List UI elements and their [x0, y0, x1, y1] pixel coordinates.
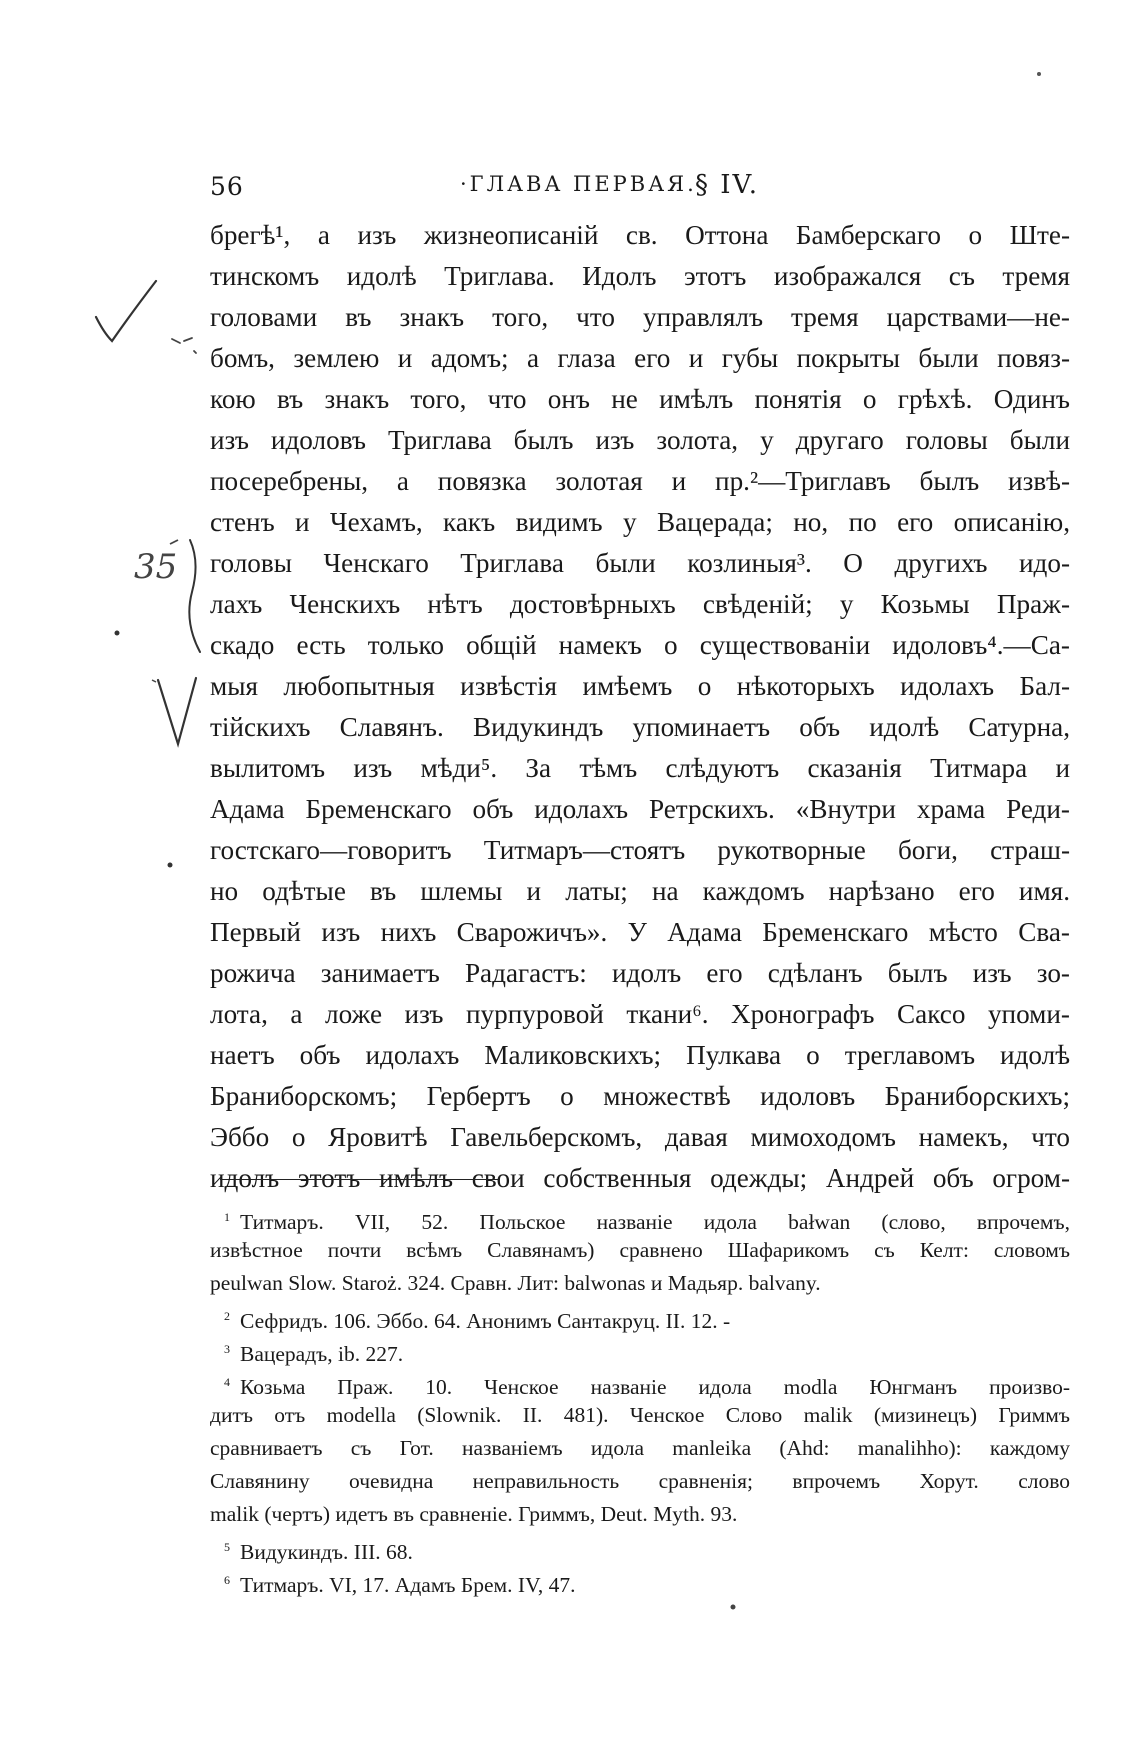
footnote-number: 1 — [224, 1210, 230, 1224]
footnote-line: Титмаръ. VII, 52. Польское названіе идола bałwan (слово, впрочемъ, — [240, 1210, 1070, 1235]
text-line: стенъ и Чехамъ, какъ видимъ у Вацерада; но, по его описанію, — [210, 507, 1070, 537]
page-number: 56 — [210, 172, 244, 201]
footnote-number: 4 — [224, 1375, 230, 1389]
text-line: Первый изъ нихъ Сварожичъ». У Адама Бременскаго мѣсто Сва- — [210, 917, 1070, 947]
footnote-number: 6 — [224, 1573, 230, 1587]
text-line: гостскаго—говоритъ Титмаръ—стоятъ рукотворные боги, страш- — [210, 835, 1070, 865]
text-line: но одѣтые въ шлемы и латы; на каждомъ нарѣзано его имя. — [210, 876, 1070, 906]
footnote-1 — [210, 1201, 1070, 1234]
footnote-line: Титмаръ. VI, 17. Адамъ Брем. IV, 47. — [240, 1573, 576, 1598]
footnote-line: Сефридъ. 106. Эббо. 64. Анонимъ Сантакруц. II. 12. - — [240, 1309, 731, 1334]
pencil-checkmark — [90, 275, 200, 355]
footnote-line: peulwan Slow. Staroż. 324. Сравн. Лит: balwonas и Мадьяр. balvany. — [210, 1271, 821, 1295]
pencil-numeral-mark — [130, 522, 220, 662]
text-line: мыя любопытныя извѣстія имѣемъ о нѣкоторыхъ идолахъ Бал- — [210, 671, 1070, 701]
footnote-line: Вацерадъ, ib. 227. — [240, 1342, 404, 1367]
footnote-line: malik (чертъ) идетъ въ сравненіе. Гриммъ, Deut. Myth. 93. — [210, 1502, 738, 1526]
footnote-line: дитъ отъ modella (Slownik. II. 481). Ченское Слово malik (мизинецъ) Гриммъ — [210, 1403, 1070, 1427]
text-line: головы Ченскаго Триглава были козлиныя³. О другихъ идо- — [210, 548, 1070, 578]
footnote-5 — [210, 1531, 1070, 1564]
footnote-number: 2 — [224, 1309, 230, 1323]
footnote-6 — [210, 1564, 1070, 1597]
text-line: лахъ Ченскихъ нѣтъ достовѣрныхъ свѣденій; у Козьмы Праж- — [210, 589, 1070, 619]
pencil-dot — [1035, 70, 1043, 78]
text-line: Бранибορскомъ; Гербертъ о множествѣ идоловъ Бранибορскихъ; — [210, 1081, 1070, 1111]
footnote-2 — [210, 1300, 1070, 1333]
footnotes — [210, 1201, 1070, 1597]
text-line: кою въ знакъ того, что онъ не имѣлъ понятія о грѣхѣ. Одинъ — [210, 384, 1070, 414]
footnote-line: Козьма Праж. 10. Ченское названіе идола modla Юнгманъ произво- — [240, 1375, 1070, 1400]
text-line: идолъ этотъ имѣлъ свои собственныя одежды; Андрей объ огром- — [210, 1163, 1070, 1193]
text-line: тійскихъ Славянъ. Видукиндъ упоминаетъ объ идолѣ Сатурна, — [210, 712, 1070, 742]
text-line: тинскомъ идолѣ Триглава. Идолъ этотъ изображался съ тремя — [210, 261, 1070, 291]
footnote-divider — [220, 1179, 500, 1180]
pencil-dot — [112, 628, 122, 638]
pencil-dot — [165, 860, 175, 870]
footnote-line: извѣстное почти всѣмъ Славянамъ) сравнено Шафарикомъ съ Келт: словомъ — [210, 1238, 1070, 1262]
text-line: головами въ знакъ того, что управлялъ тремя царствами—не- — [210, 302, 1070, 332]
text-line: наетъ объ идолахъ Маликовскихъ; Пулкава о треглавомъ идолѣ — [210, 1040, 1070, 1070]
text-line: Эббо о Яровитѣ Гавельберскомъ, давая мимоходомъ намекъ, что — [210, 1122, 1070, 1152]
text-line: Адама Бременскаго объ идолахъ Ретрскихъ. «Внутри храма Реди- — [210, 794, 1070, 824]
text-line: рожича занимаетъ Радагастъ: идолъ его сдѣланъ былъ изъ зо- — [210, 958, 1070, 988]
text-line: вылитомъ изъ мѣди⁵. За тѣмъ слѣдуютъ сказанія Титмара и — [210, 753, 1070, 783]
text-line: лота, а ложе изъ пурпуровой ткани⁶. Хронографъ Саксо упоми- — [210, 999, 1070, 1029]
footnote-3 — [210, 1333, 1070, 1366]
main-text — [210, 215, 1070, 1199]
footnote-line: Славянину очевидна неправильность сравненія; впрочемъ Хорут. слово — [210, 1469, 1070, 1493]
footnote-line: сравниваетъ съ Гот. названіемъ идола manleika (Ahd: manalihho): каждому — [210, 1436, 1070, 1460]
pencil-dot — [728, 1602, 738, 1612]
footnote-4 — [210, 1366, 1070, 1399]
text-line: брегѣ¹, а изъ жизнеописаній св. Оттона Бамберскаго о Ште- — [210, 220, 1070, 250]
pencil-v-mark — [150, 672, 210, 752]
running-head: ·ГЛАВА ПЕРВАЯ. — [460, 172, 697, 196]
text-line: скадо есть только общій намекъ о существованіи идоловъ⁴.—Са- — [210, 630, 1070, 660]
pencil-numeral: 35 — [134, 547, 178, 587]
footnote-line: Видукиндъ. III. 68. — [240, 1540, 413, 1565]
section-mark: § IV. — [695, 170, 760, 200]
footnote-number: 5 — [224, 1540, 230, 1554]
footnote-number: 3 — [224, 1342, 230, 1356]
text-line: изъ идоловъ Триглава былъ изъ золота, у другаго головы были — [210, 425, 1070, 455]
text-line: посеребрены, а повязка золотая и пр.²—Триглавъ былъ извѣ- — [210, 466, 1070, 496]
text-line: бомъ, землею и адомъ; а глаза его и губы покрыты были повяз- — [210, 343, 1070, 373]
